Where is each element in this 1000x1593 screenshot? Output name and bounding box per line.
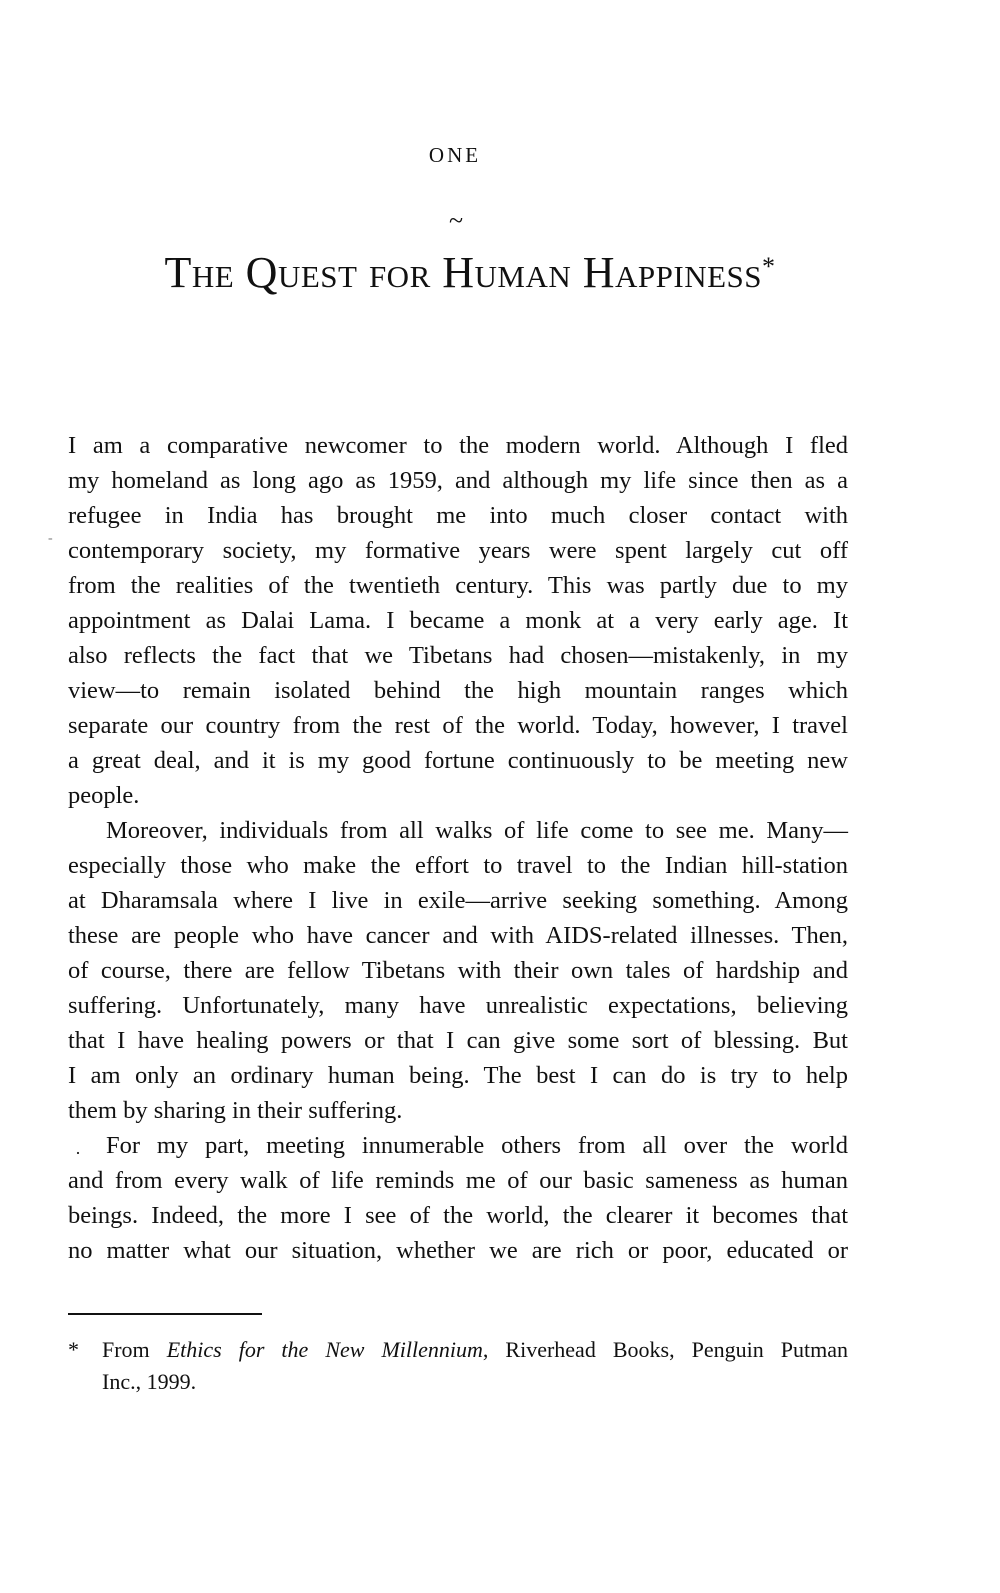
body-line: For my part, meeting innumerable others from all over the world [106, 1132, 848, 1159]
body-line: contemporary society, my formative years were spent largely cut off [68, 537, 848, 564]
body-line: that I have healing powers or that I can give some sort of blessing. But [68, 1027, 848, 1054]
margin-mark: - [48, 531, 53, 546]
margin-dot: · [75, 1143, 81, 1163]
footnote-line-1 [102, 1334, 848, 1366]
footnote-prefix: From [102, 1337, 167, 1362]
chapter-title-text: The Quest for Human Happiness [164, 248, 763, 297]
ornament-tilde: ~ [448, 206, 464, 235]
title-footnote-marker: * [762, 252, 776, 281]
footnote-divider [68, 1313, 262, 1315]
body-line: no matter what our situation, whether we are rich or poor, educated or [68, 1237, 848, 1264]
body-line: also reflects the fact that we Tibetans had chosen—mistakenly, in my [68, 642, 848, 669]
body-line: suffering. Unfortunately, many have unrealistic expectations, believing [68, 992, 848, 1019]
body-line: them by sharing in their suffering. [68, 1097, 403, 1124]
body-line: I am only an ordinary human being. The best I can do is try to help [68, 1062, 848, 1089]
body-line: Moreover, individuals from all walks of life come to see me. Many— [106, 817, 848, 844]
footnote-suffix: , Riverhead Books, Penguin Putman [482, 1337, 848, 1362]
body-line: separate our country from the rest of the world. Today, however, I travel [68, 712, 848, 739]
body-line: especially those who make the effort to travel to the Indian hill-station [68, 852, 848, 879]
footnote-source-title: Ethics for the New Millennium [166, 1337, 483, 1362]
body-line: of course, there are fellow Tibetans with their own tales of hardship and [68, 957, 848, 984]
footnote [68, 1334, 848, 1398]
body-line: beings. Indeed, the more I see of the world, the clearer it becomes that [68, 1202, 848, 1229]
body-line: view—to remain isolated behind the high mountain ranges which [68, 677, 848, 704]
body-line: and from every walk of life reminds me of our basic sameness as human [68, 1167, 848, 1194]
body-line: these are people who have cancer and with AIDS-related illnesses. Then, [68, 922, 848, 949]
chapter-title [100, 243, 840, 303]
footnote-marker: * [68, 1337, 79, 1362]
body-line: refugee in India has brought me into much closer contact with [68, 502, 848, 529]
body-text [68, 428, 848, 1268]
body-line: I am a comparative newcomer to the modern world. Although I fled [68, 432, 848, 459]
body-line: a great deal, and it is my good fortune continuously to be meeting new [68, 747, 848, 774]
body-line: at Dharamsala where I live in exile—arrive seeking something. Among [68, 887, 848, 914]
body-line: from the realities of the twentieth century. This was partly due to my [68, 572, 848, 599]
footnote-line-2: Inc., 1999. [102, 1369, 197, 1394]
body-line: appointment as Dalai Lama. I became a monk at a very early age. It [68, 607, 848, 634]
body-line: people. [68, 782, 140, 809]
chapter-number: ONE [428, 143, 482, 167]
body-line: my homeland as long ago as 1959, and although my life since then as a [68, 467, 848, 494]
